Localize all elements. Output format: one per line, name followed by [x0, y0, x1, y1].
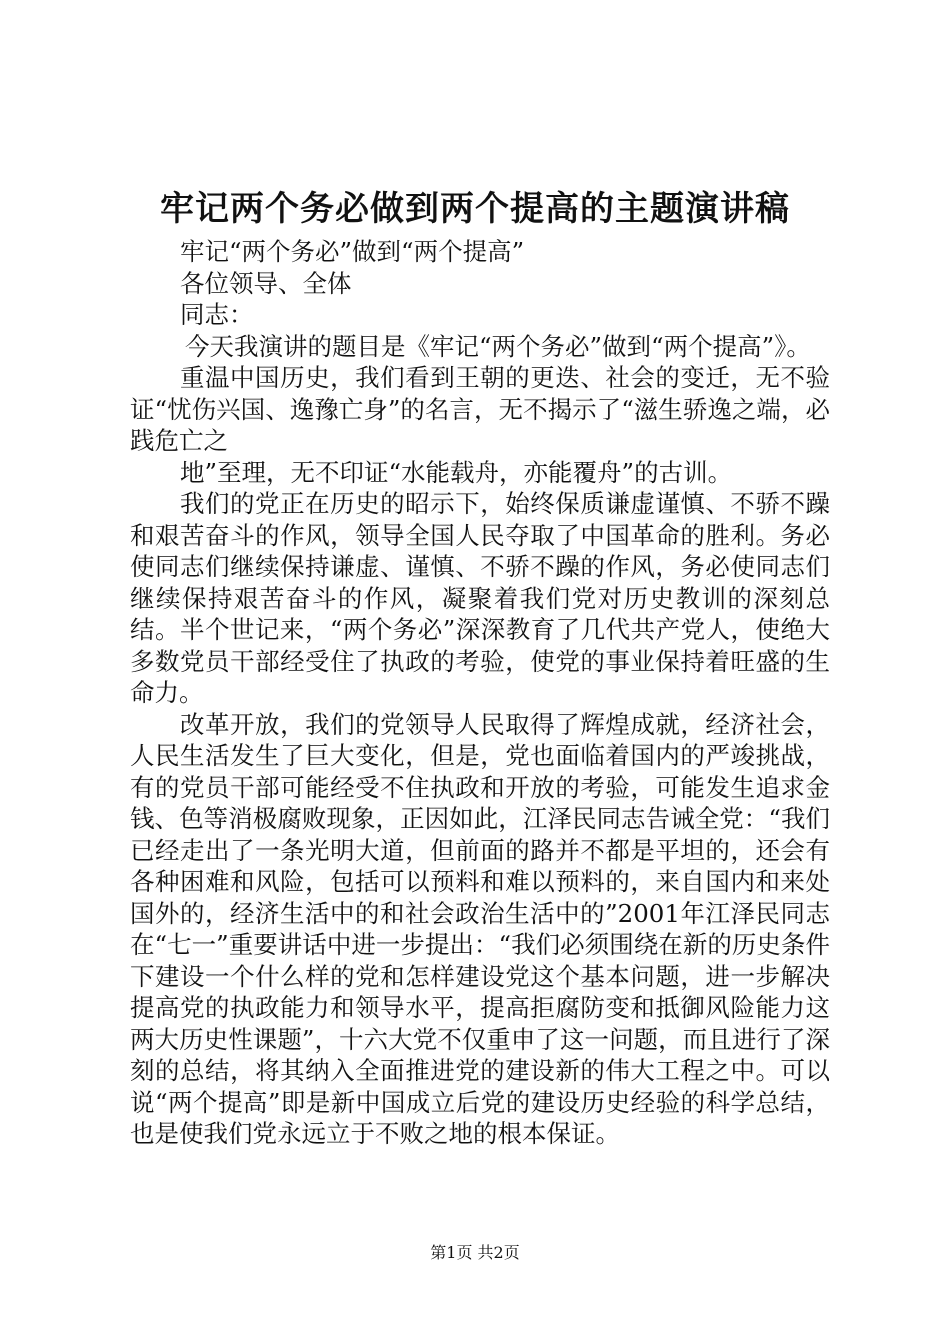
salutation-line-1: 各位领导、全体 — [180, 268, 352, 298]
paragraph-history-continued: 地”至理，无不印证“水能载舟，亦能覆舟”的古训。 — [180, 457, 733, 487]
page-number: 第1页 共2页 — [430, 1243, 520, 1262]
paragraph-intro: 今天我演讲的题目是《牢记“两个务必”做到“两个提高”》。 — [185, 331, 811, 361]
salutation-line-2: 同志： — [180, 300, 254, 329]
speech-subtitle: 牢记“两个务必”做到“两个提高” — [180, 237, 525, 266]
paragraph-reform: 改革开放，我们的党领导人民取得了辉煌成就，经济社会，人民生活发生了巨大变化，但是，党也面临着国内的严竣挑战，有的党员干部可能经受不住执政和开放的考验，可能发生追求金钱、色等消极腐败现象，正因如此，江泽民同志告诫全党：“我们已经走出了一条光明大道，但前面的路并不都是平坦的，还会有各种困难和风险，包括可以预料和难以预料的，来自国内和来处国外的，经济生活中的和社会政治生活中的”2001年江泽民同志在“七一”重要讲话中进一步提出：“我们必须围绕在新的历史条件下建设一个什么样的党和怎样建设党这个基本问题，进一步解决提高党的执政能力和领导水平，提高拒腐防变和抵御风险能力这两大历史性课题”，十六大党不仅重申了这一问题，而且进行了深刻的总结，将其纳入全面推进党的建设新的伟大工程之中。可以说“两个提高”即是新中国成立后党的建设历史经验的科学总结，也是使我们党永远立于不败之地的根本保证。 — [130, 709, 830, 1148]
paragraph-history: 重温中国历史，我们看到王朝的更迭、社会的变迁，无不验证“忧伤兴国、逸豫亡身”的名言，无不揭示了“滋生骄逸之端，必践危亡之 — [130, 363, 830, 455]
document-body — [130, 236, 830, 1150]
paragraph-party-tradition: 我们的党正在历史的昭示下，始终保质谦虚谨慎、不骄不躁和艰苦奋斗的作风，领导全国人民夺取了中国革命的胜利。务必使同志们继续保持谦虚、谨慎、不骄不躁的作风，务必使同志们继续保持艰苦奋斗的作风，凝聚着我们党对历史教训的深刻总结。半个世记来，“两个务必”深深教育了几代共产党人，使绝大多数党员干部经受住了执政的考验，使党的事业保持着旺盛的生命力。 — [130, 489, 830, 707]
document-title: 牢记两个务必做到两个提高的主题演讲稿 — [160, 189, 790, 229]
